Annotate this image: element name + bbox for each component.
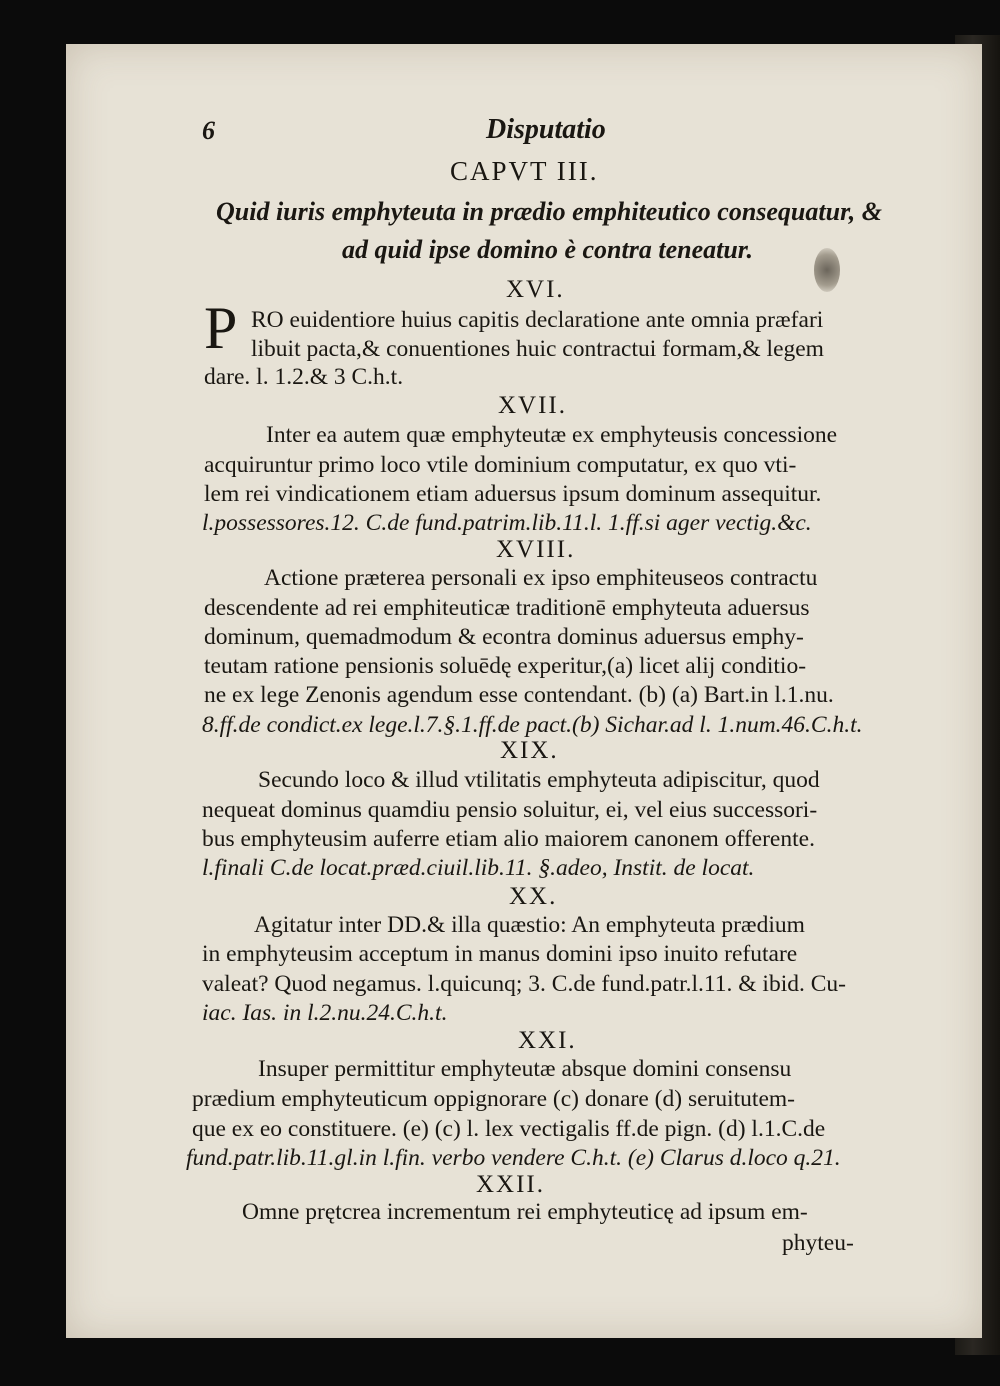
text-line: nequeat dominus quamdiu pensio soluitur, ei, vel eius successori- (202, 797, 818, 823)
text-line: lem rei vindicationem etiam aduersus ipsum dominum assequitur. (204, 481, 822, 507)
text-line: ne ex lege Zenonis agendum esse contendant. (b) (a) Bart.in l.1.nu. (204, 682, 834, 708)
text-line: teutam ratione pensionis soluēdę experitur,(a) licet alij conditio- (204, 653, 807, 679)
section-number: XVI. (506, 276, 565, 303)
section-number: XXII. (476, 1171, 546, 1198)
running-head: Disputatio (486, 114, 606, 145)
text-line: Insuper permittitur emphyteutæ absque domini consensu (258, 1056, 792, 1082)
text-line: bus emphyteusim auferre etiam alio maiorem canonem offerente. (202, 826, 815, 852)
text-line: libuit pacta,& conuentiones huic contractui formam,& legem (251, 336, 824, 362)
chapter-heading: CAPVT III. (450, 156, 599, 186)
text-line: dare. l. 1.2.& 3 C.h.t. (204, 364, 404, 390)
section-number: XVII. (498, 392, 568, 419)
text-line: valeat? Quod negamus. l.quicunq; 3. C.de fund.patr.l.11. & ibid. Cu- (202, 971, 846, 997)
citation-line: fund.patr.lib.11.gl.in l.fin. verbo vendere C.h.t. (e) Clarus d.loco q.21. (186, 1145, 841, 1171)
text-line: Actione præterea personali ex ipso emphiteuseos contractu (264, 565, 818, 591)
book-page (66, 44, 982, 1338)
citation-line: l.finali C.de locat.præd.ciuil.lib.11. §.adeo, Instit. de locat. (202, 855, 755, 881)
text-line: in emphyteusim acceptum in manus domini ipso inuito refutare (202, 941, 798, 967)
text-line: acquiruntur primo loco vtile dominium computatur, ex quo vti- (204, 452, 797, 478)
section-number: XX. (509, 883, 558, 910)
text-line: Omne prętcrea incrementum rei emphyteuticę ad ipsum em- (242, 1199, 808, 1225)
citation-line: 8.ff.de condict.ex lege.l.7.§.1.ff.de pact.(b) Sichar.ad l. 1.num.46.C.h.t. (202, 712, 863, 738)
catchword: phyteu- (782, 1230, 854, 1256)
text-line: RO euidentiore huius capitis declaratione ante omnia præfari (251, 307, 824, 333)
text-line: prædium emphyteuticum oppignorare (c) donare (d) seruitutem- (192, 1086, 795, 1112)
text-line: dominum, quemadmodum & econtra dominus aduersus emphy- (204, 624, 804, 650)
section-number: XIX. (500, 737, 559, 764)
text-line: Secundo loco & illud vtilitatis emphyteuta adipiscitur, quod (258, 767, 820, 793)
chapter-title-line-2: ad quid ipse domino è contra teneatur. (342, 235, 753, 264)
section-number: XVIII. (496, 536, 576, 563)
text-line: Agitatur inter DD.& illa quæstio: An emphyteuta prædium (254, 912, 805, 938)
chapter-title-line-1: Quid iuris emphyteuta in prædio emphiteutico consequatur, & (216, 197, 882, 226)
citation-line: l.possessores.12. C.de fund.patrim.lib.11.l. 1.ff.si ager vectig.&c. (202, 510, 812, 536)
text-line: Inter ea autem quæ emphyteutæ ex emphyteusis concessione (266, 422, 838, 448)
drop-capital: P (204, 295, 238, 361)
page-stain (814, 248, 840, 292)
page-number: 6 (202, 116, 215, 145)
text-line: que ex eo constituere. (e) (c) l. lex vectigalis ff.de pign. (d) l.1.C.de (192, 1116, 826, 1142)
citation-line: iac. Ias. in l.2.nu.24.C.h.t. (202, 1000, 448, 1026)
text-line: descendente ad rei emphiteuticæ traditionē emphyteuta aduersus (204, 595, 810, 621)
section-number: XXI. (518, 1027, 577, 1054)
